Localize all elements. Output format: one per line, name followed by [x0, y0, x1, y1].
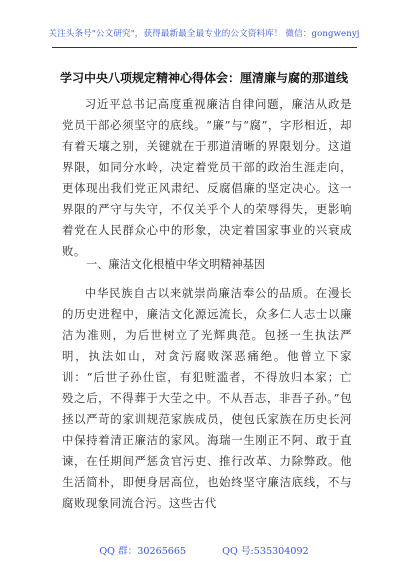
section-heading: 一、廉洁文化根植中华文明精神基因 [86, 258, 266, 271]
header-notice: 关注头条号"公文研究"，获得最新最全最专业的公文资料库！ 微信：gongwenyj [48, 29, 360, 39]
intro-paragraph: 习近平总书记高度重视廉洁自律问题，廉洁从政是党员干部必须坚守的底线。“廉”与“腐”，字形相近，却有着天壤之别，关键就在于那道清晰的界限划分。这道界限，如同分水岭，决定着党员干部的政治生涯走向，更体现出我们党正风肃纪、反腐倡廉的坚定决心。这一界限的严守与失守，不仅关乎个人的荣辱得失，更影响着党在人民群众心中的形象，决定着国家事业的兴衰成败。 [62, 97, 352, 258]
document-title: 学习中央八项规定精神心得体会：厘清廉与腐的那道线 [59, 71, 348, 85]
footer-contact [0, 543, 408, 557]
footer-qq-number: QQ 号:535304092 [222, 546, 309, 557]
section-paragraph: 中华民族自古以来就崇尚廉洁奉公的品质。在漫长的历史进程中，廉洁文化源远流长，众多仁人志士以廉洁为准则，为后世树立了光辉典范。包拯一生执法严明，执法如山，对贪污腐败深恶痛绝。他曾立下家训：“后世子孙仕宦，有犯赃滥者，不得放归本家；亡殁之后，不得葬于大茔之中。不从吾志，非吾子孙。”包拯以严苛的家训规范家族成员，使包氏家族在历史长河中保持着清正廉洁的家风。海瑞一生刚正不阿、敢于直谏，在任期间严惩贪官污吏、推行改革、力除弊政。他生活简朴，即便身居高位，也始终坚守廉洁底线，不与腐败现象同流合污。这些古代 [62, 286, 352, 510]
footer-qq-group: QQ 群：30265665 [99, 546, 187, 557]
header-divider [52, 47, 357, 48]
